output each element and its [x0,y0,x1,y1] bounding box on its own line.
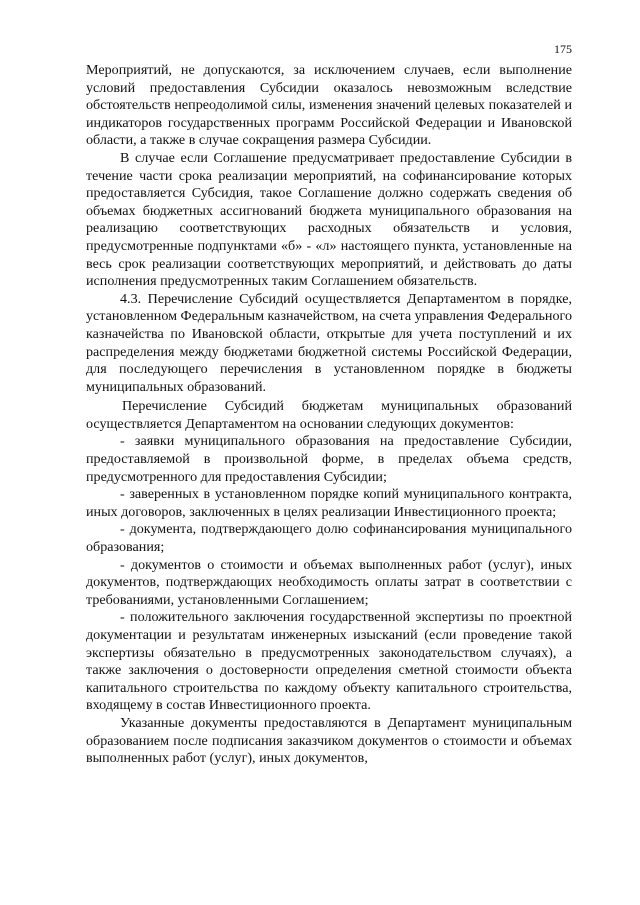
list-item-application: - заявки муниципального образования на предоставление Субсидии, предоставляемой в произвольной форме, в пределах объема средств, предусмотренного для предоставления Субсидии; [86,433,572,485]
page-number: 175 [554,42,572,56]
list-item-cost-documents: - документов о стоимости и объемах выполненных работ (услуг), иных документов, подтверждающих необходимость оплаты затрат в соответствии с требованиями, установленными Соглашением; [86,556,572,608]
document-body [86,62,572,768]
paragraph-4-3-transfer: 4.3. Перечисление Субсидий осуществляется Департаментом в порядке, установленном Федеральным казначейством, на счета управления Федерального казначейства по Ивановской области, открытые для учета поступлений и их распределения между бюджетами бюджетной системы Российской Федерации, для последующего перечисления в установленном порядке в бюджеты муниципальных образований. [86,290,572,395]
list-item-expertise-conclusion: - положительного заключения государственной экспертизы по проектной документации и результатам инженерных изысканий (если проведение такой экспертизы обязательно в предусмотренных законодательством случаях), а также заключения о достоверности определения сметной стоимости объекта капитального строительства по каждому объекту капитального строительства, входящему в состав Инвестиционного проекта. [86,609,572,714]
paragraph-transfer-basis: Перечисление Субсидий бюджетам муниципальных образований осуществляется Департаментом на основании следующих документов: [86,398,572,432]
list-item-contract-copies: - заверенных в установленном порядке копий муниципального контракта, иных договоров, заключенных в целях реализации Инвестиционного проекта; [86,486,572,520]
paragraph-agreement-term: В случае если Соглашение предусматривает предоставление Субсидии в течение части срока реализации мероприятий, на софинансирование которых предоставляется Субсидия, такое Соглашение должно содержать сведения об объемах бюджетных ассигнований бюджета муниципального образования на реализацию соответствующих расходных обязательств и условия, предусмотренные подпунктами «б» - «л» настоящего пункта, установленные на весь срок реализации соответствующих мероприятий, и действовать до даты исполнения предусмотренных таким Соглашением обязательств. [86,149,572,290]
paragraph-continuation: Мероприятий, не допускаются, за исключением случаев, если выполнение условий предоставления Субсидии оказалось невозможным вследствие обстоятельств непреодолимой силы, изменения значений целевых показателей и индикаторов государственных программ Российской Федерации и Ивановской области, а также в случае сокращения размера Субсидии. [86,62,572,149]
paragraph-document-submission: Указанные документы предоставляются в Департамент муниципальным образованием после подписания заказчиком документов о стоимости и объемах выполненных работ (услуг), иных документов, [86,714,572,767]
list-item-cofinancing-document: - документа, подтверждающего долю софинансирования муниципального образования; [86,521,572,556]
